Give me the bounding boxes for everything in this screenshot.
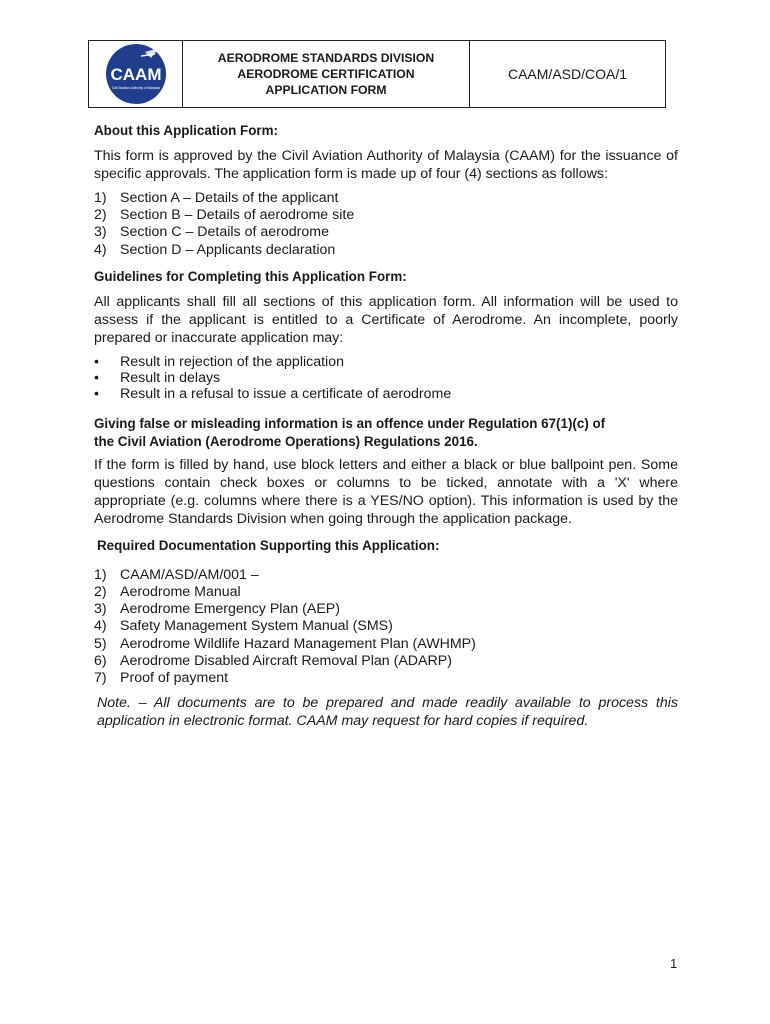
list-text: Section A – Details of the applicant <box>120 190 339 206</box>
list-text: Aerodrome Disabled Aircraft Removal Plan (ADARP) <box>120 652 452 669</box>
list-item <box>94 386 678 402</box>
logo-text: CAAM <box>110 65 161 84</box>
list-item <box>94 636 678 653</box>
list-item <box>94 242 678 259</box>
list-item <box>94 653 678 670</box>
caam-logo <box>101 42 171 106</box>
title-line-2: AERODROME CERTIFICATION <box>237 67 415 81</box>
list-number: 5) <box>94 635 107 652</box>
about-intro: This form is approved by the Civil Aviation Authority of Malaysia (CAAM) for the issuance of specific approvals. The application form is made up of four (4) sections as follows: <box>94 148 678 182</box>
list-text: CAAM/ASD/AM/001 – <box>120 566 259 583</box>
list-number: 4) <box>94 618 107 635</box>
bullet-text: Result in delays <box>120 369 221 386</box>
logo-cell <box>89 41 183 107</box>
bullet-icon: • <box>94 353 99 370</box>
warning-heading <box>94 415 678 451</box>
title-line-3: APPLICATION FORM <box>265 83 387 97</box>
list-item <box>94 567 678 584</box>
bullet-text: Result in a refusal to issue a certificate of aerodrome <box>120 385 452 402</box>
list-number: 2) <box>94 207 107 224</box>
bullet-icon: • <box>94 385 99 402</box>
form-title <box>183 41 470 107</box>
list-item <box>94 584 678 601</box>
list-number: 2) <box>94 584 107 601</box>
list-number: 3) <box>94 601 107 618</box>
sections-list <box>94 190 678 259</box>
bullet-icon: • <box>94 369 99 386</box>
warning-line-1: Giving false or misleading information is an offence under Regulation 67(1)(c) of <box>94 415 606 431</box>
list-number: 1) <box>94 190 107 206</box>
list-text: Proof of payment <box>120 670 229 687</box>
bullet-text: Result in rejection of the application <box>120 353 344 370</box>
title-line-1: AERODROME STANDARDS DIVISION <box>217 51 435 65</box>
list-item <box>94 370 678 386</box>
documentation-heading: Required Documentation Supporting this Application: <box>97 537 440 553</box>
list-number: 4) <box>94 241 107 258</box>
form-content <box>94 122 678 730</box>
list-text: Section B – Details of aerodrome site <box>120 207 355 224</box>
list-text: Aerodrome Emergency Plan (AEP) <box>120 601 340 618</box>
list-item <box>94 354 678 370</box>
list-text: Safety Management System Manual (SMS) <box>120 618 393 635</box>
logo-subtext: Civil Aviation Authority of Malaysia <box>111 86 160 90</box>
warning-body: If the form is filled by hand, use block letters and either a black or blue ballpoint pen. Some questions contain check boxes or columns to be ticked, annotate with a 'X' where appropriate (e.g. columns where there is a YES/NO option). This information is used by the Aerodrome Standards Division when going through the application package. <box>94 456 678 527</box>
list-item <box>94 190 678 207</box>
guidelines-bullets <box>94 354 678 402</box>
list-number: 6) <box>94 652 107 669</box>
list-item <box>94 618 678 635</box>
list-text: Section C – Details of aerodrome <box>120 224 329 241</box>
list-item <box>94 670 678 687</box>
page-number: 1 <box>670 956 678 971</box>
list-item <box>94 207 678 224</box>
list-text: Section D – Applicants declaration <box>120 241 336 258</box>
warning-line-2: the Civil Aviation (Aerodrome Operations) Regulations 2016. <box>94 433 478 449</box>
list-number: 1) <box>94 566 107 583</box>
list-text: Aerodrome Manual <box>120 584 241 601</box>
list-text: Aerodrome Wildlife Hazard Management Plan (AWHMP) <box>120 635 476 652</box>
list-item <box>94 224 678 241</box>
list-number: 3) <box>94 224 107 241</box>
header-table <box>88 40 666 108</box>
list-number: 7) <box>94 670 107 687</box>
about-heading: About this Application Form: <box>94 123 278 138</box>
documentation-note: Note. – All documents are to be prepared and made readily available to process this application in electronic format. CAAM may request for hard copies if required. <box>97 695 678 730</box>
documentation-list <box>94 567 678 687</box>
guidelines-intro: All applicants shall fill all sections of this application form. All information will be used to assess if the applicant is entitled to a Certificate of Aerodrome. An incomplete, poorly prepared or inaccurate application may: <box>94 293 678 346</box>
doc-code: CAAM/ASD/COA/1 <box>507 66 628 82</box>
guidelines-heading: Guidelines for Completing this Application Form: <box>94 268 407 284</box>
list-item <box>94 601 678 618</box>
